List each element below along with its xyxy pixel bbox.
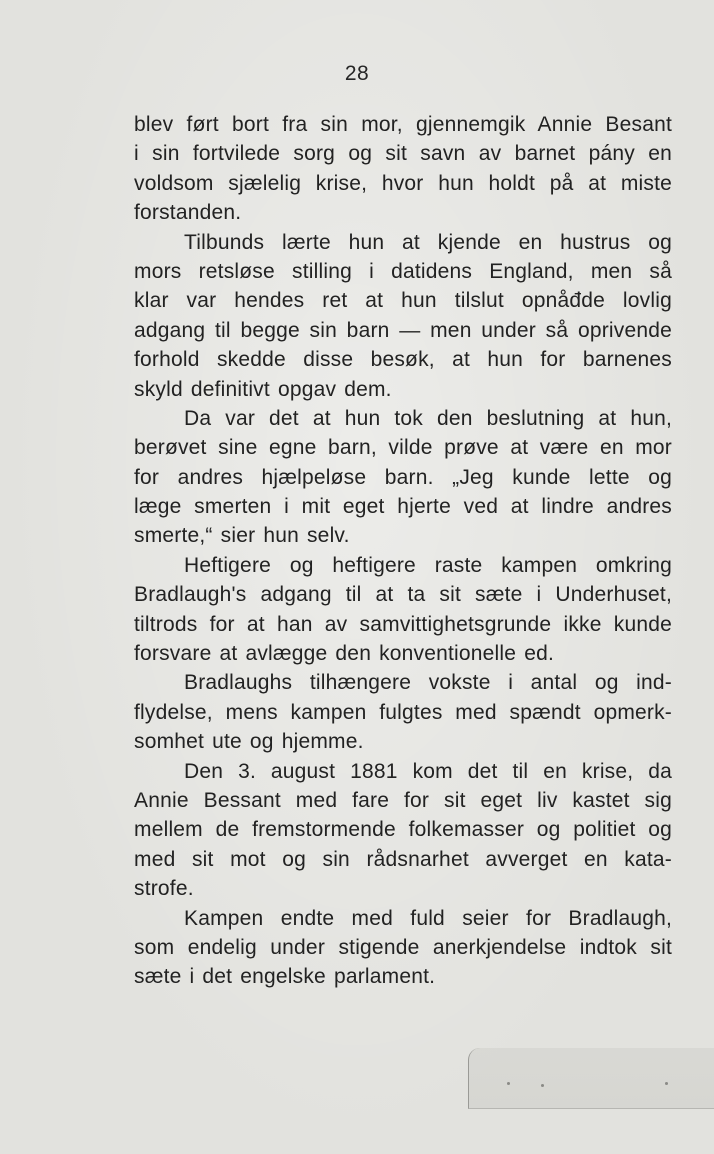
text-line: skyld definitivt opgav dem. [134, 377, 392, 401]
text-line: sæte i det engelske parlament. [134, 965, 436, 989]
text-line: læge smerten i mit eget hjerte ved at lindre andres [134, 495, 672, 519]
text-line: flydelse, mens kampen fulgtes med spændt opmerk- [134, 700, 672, 724]
paragraph-3 [134, 404, 672, 551]
text-line: Heftigere og heftigere raste kampen omkring [184, 553, 672, 577]
text-line: forstanden. [134, 201, 242, 225]
text-line: i sin fortvilede sorg og sit savn av barnet pány en [134, 142, 672, 166]
stamp-dot [507, 1082, 510, 1085]
text-line: voldsom sjælelig krise, hvor hun holdt på at miste [134, 171, 672, 195]
text-line: Bradlaughs tilhængere vokste i antal og ind- [184, 671, 672, 695]
text-line: smerte,“ sier hun selv. [134, 524, 350, 548]
body-text [134, 110, 672, 992]
text-line: som endelig under stigende anerkjendelse indtok sit [134, 935, 672, 959]
text-line: Bradlaugh's adgang til at ta sit sæte i Underhuset, [134, 583, 672, 607]
text-line: for andres hjælpeløse barn. „Jeg kunde lette og [134, 465, 672, 489]
text-line: adgang til begge sin barn — men under så oprivende [134, 318, 672, 342]
paragraph-1 [134, 110, 672, 228]
text-line: blev ført bort fra sin mor, gjennemgik Annie Besant [134, 113, 672, 136]
page-number: 28 [344, 62, 370, 85]
text-line: mellem de fremstormende folkemasser og politiet og [134, 818, 672, 842]
text-line: Annie Bessant med fare for sit eget liv kastet sig [134, 788, 672, 812]
paragraph-7 [134, 904, 672, 992]
text-line: Da var det at hun tok den beslutning at hun, [184, 406, 672, 430]
text-line: Tilbunds lærte hun at kjende en hustrus og [184, 230, 672, 254]
paragraph-4 [134, 551, 672, 669]
text-line: med sit mot og sin rådsnarhet avverget en kata- [134, 847, 672, 871]
text-line: somhet ute og hjemme. [134, 730, 364, 754]
text-line: mors retsløse stilling i datidens England, men så [134, 259, 672, 283]
text-line: forhold skedde disse besøk, at hun for barnenes [134, 348, 672, 372]
text-line: strofe. [134, 877, 194, 901]
text-line: berøvet sine egne barn, vilde prøve at være en mor [134, 436, 672, 460]
library-stamp-outline [468, 1048, 714, 1109]
text-line: forsvare at avlægge den konventionelle ed. [134, 642, 554, 666]
stamp-dot [541, 1084, 544, 1087]
text-line: tiltrods for at han av samvittighetsgrunde ikke kunde [134, 612, 672, 636]
text-line: Den 3. august 1881 kom det til en krise, da [184, 759, 672, 783]
text-line: Kampen endte med fuld seier for Bradlaugh, [184, 906, 672, 930]
paragraph-5 [134, 668, 672, 756]
text-line: klar var hendes ret at hun tilslut opnåđde lovlig [134, 289, 672, 313]
paragraph-2 [134, 228, 672, 404]
paragraph-6 [134, 757, 672, 904]
stamp-dot [665, 1082, 668, 1085]
